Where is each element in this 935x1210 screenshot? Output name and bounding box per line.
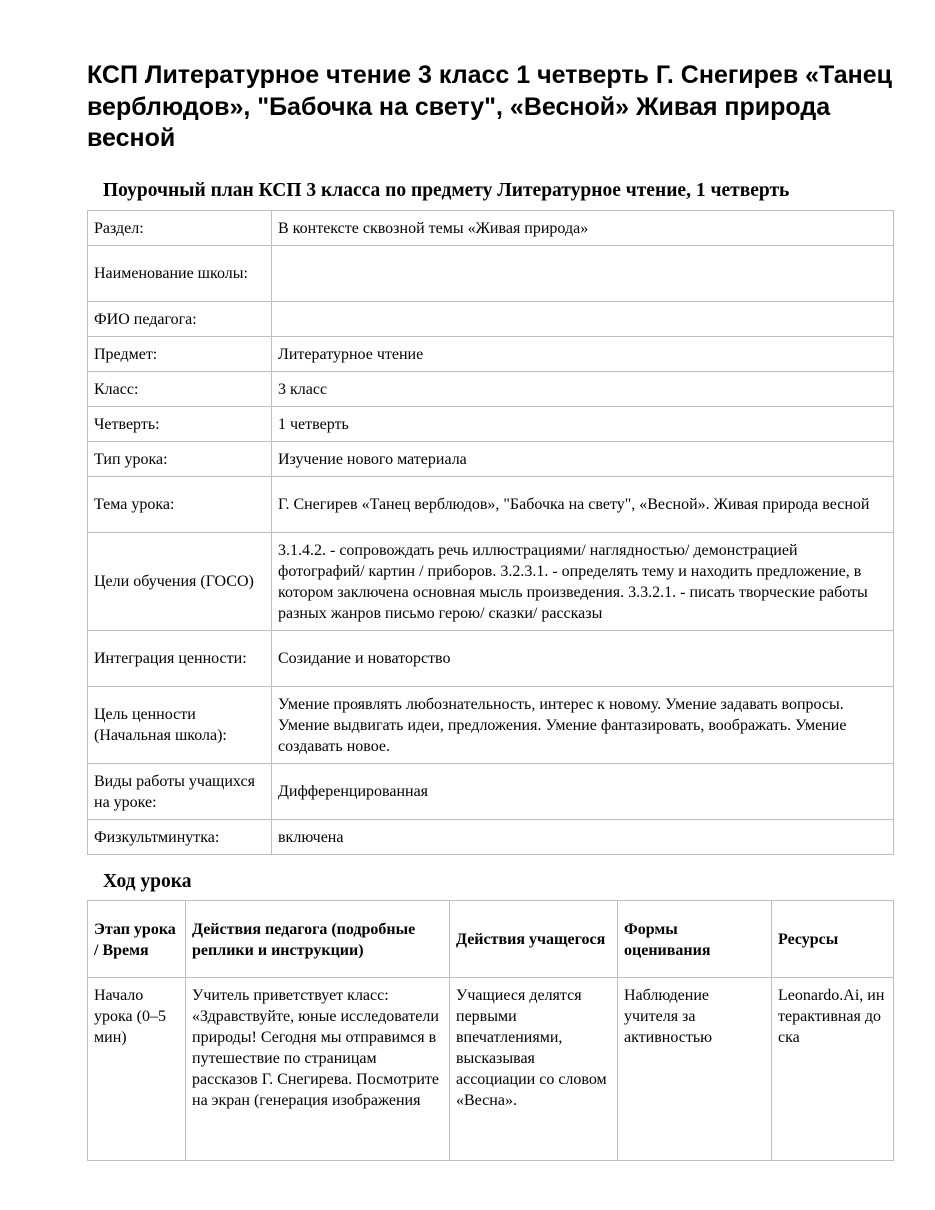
lesson-course-table [87,900,894,1161]
table-row [88,631,894,687]
table-row [88,302,894,337]
table-row [88,687,894,764]
assessment-text: Наблюдение учителя за активностью [624,987,713,1046]
student-actions-text: Учащиеся делятся первыми впечатлениями, высказывая ассоциации со словом «Весна». [456,987,607,1109]
table-row [88,337,894,372]
row-label: Тема урока: [88,477,272,533]
row-label: Цель ценности (Начальная школа): [88,687,272,764]
row-value: Изучение нового материала [272,442,894,477]
table-row [88,407,894,442]
course-heading: Ход урока [103,871,192,892]
table-row [88,246,894,302]
row-label: Раздел: [88,211,272,246]
row-value: Созидание и новаторство [272,631,894,687]
row-value: включена [272,820,894,855]
row-value: 1 четверть [272,407,894,442]
plan-heading: Поурочный план КСП 3 класса по предмету Литературное чтение, 1 четверть [103,180,790,201]
table-header-row [88,901,894,978]
cell-stage [88,978,186,1161]
header-resources: Ресурсы [772,901,894,978]
table-row [88,372,894,407]
row-value: Литературное чтение [272,337,894,372]
row-value [272,302,894,337]
stage-text: Начало урока (0–5 мин) [94,987,166,1046]
row-value [272,246,894,302]
table-row [88,442,894,477]
table-row [88,820,894,855]
row-value: Г. Снегирев «Танец верблюдов», "Бабочка на свету", «Весной». Живая природа весной [272,477,894,533]
cell-assessment [618,978,772,1161]
table-row [88,764,894,820]
row-label: Наименование школы: [88,246,272,302]
table-row [88,211,894,246]
row-value: 3.1.4.2. - сопровождать речь иллюстрациями/ наглядностью/ демонстрацией фотографий/ картин / приборов. 3.2.3.1. - определять тему и находить предложение, в котором заключена основная мысль произведения. 3.3.2.1. - писать творческие работы разных жанров письмо герою/ сказки/ рассказы [272,533,894,631]
row-label: Предмет: [88,337,272,372]
document-title: КСП Литературное чтение 3 класс 1 четверть Г. Снегирев «Танец верблюдов», "Бабочка на свету", «Весной» Живая природа весной [87,61,892,152]
cell-resources [772,978,894,1161]
lesson-info-table [87,210,894,855]
header-assessment: Формы оценивания [618,901,772,978]
cell-student-actions [450,978,618,1161]
row-label: ФИО педагога: [88,302,272,337]
row-value: 3 класс [272,372,894,407]
row-label: Класс: [88,372,272,407]
header-teacher-actions: Действия педагога (подробные реплики и инструкции) [186,901,450,978]
teacher-actions-text: Учитель приветствует класс: «Здравствуйте, юные исследователи природы! Сегодня мы отправимся в путешествие по страницам рассказов Г. Снегирева. Посмотрите на экран (генерация изображения [192,987,439,1109]
row-value: Умение проявлять любознательность, интерес к новому. Умение задавать вопросы. Умение выдвигать идеи, предложения. Умение фантазировать, воображать. Умение создавать новое. [272,687,894,764]
resources-text: Leonardo.Ai, интерактивная доска [778,987,885,1046]
cell-teacher-actions [186,978,450,1161]
row-label: Интеграция ценности: [88,631,272,687]
header-stage: Этап урока / Время [88,901,186,978]
row-label: Четверть: [88,407,272,442]
header-student-actions: Действия учащегося [450,901,618,978]
row-label: Физкультминутка: [88,820,272,855]
row-value: Дифференцированная [272,764,894,820]
table-row [88,978,894,1161]
row-label: Цели обучения (ГОСО) [88,533,272,631]
row-label: Виды работы учащихся на уроке: [88,764,272,820]
table-row [88,533,894,631]
table-row [88,477,894,533]
row-label: Тип урока: [88,442,272,477]
row-value: В контексте сквозной темы «Живая природа» [272,211,894,246]
